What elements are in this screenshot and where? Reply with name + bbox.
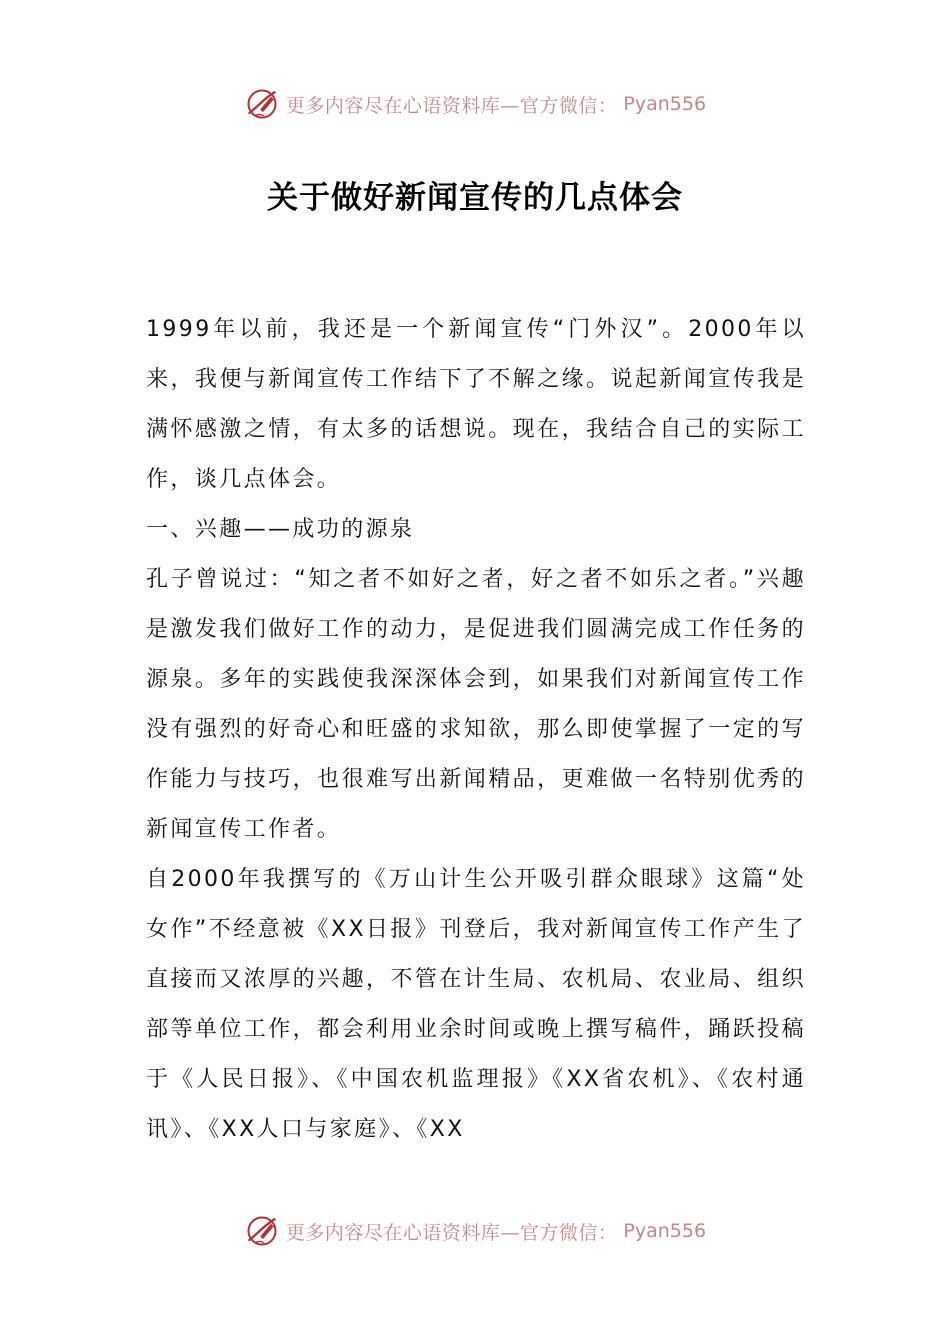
banner-text: 更多内容尽在心语资料库—官方微信：	[285, 1221, 618, 1244]
footer-banner	[0, 1211, 950, 1251]
section-heading-interest: 一、兴趣——成功的源泉	[146, 517, 415, 542]
wechat-id: Pyan556	[623, 1220, 707, 1242]
header-banner	[0, 84, 950, 124]
paragraph-since-2000: 自2000年我撰写的《万山计生公开吸引群众眼球》这篇“处女作”不经意被《XX日报》刊登后，我对新闻宣传工作产生了直接而又浓厚的兴趣，不管在计生局、农机局、农业局、组织部等单位工作，都会利用业余时间或晚上撰写稿件，踊跃投稿于《人民日报》、《中国农机监理报》《XX省农机》、《农村通讯》、《XX人口与家庭》、《XX	[146, 867, 806, 1142]
pen-logo-icon	[244, 1213, 280, 1249]
paragraph-intro: 1999年以前，我还是一个新闻宣传“门外汉”。2000年以来，我便与新闻宣传工作结下了不解之缘。说起新闻宣传我是满怀感激之情，有太多的话想说。现在，我结合自己的实际工作，谈几点体会。	[146, 317, 806, 492]
paragraph-confucius: 孔子曾说过：“知之者不如好之者，好之者不如乐之者。”兴趣是激发我们做好工作的动力，是促进我们圆满完成工作任务的源泉。多年的实践使我深深体会到，如果我们对新闻宣传工作没有强烈的好奇心和旺盛的求知欲，那么即使掌握了一定的写作能力与技巧，也很难写出新闻精品，更难做一名特别优秀的新闻宣传工作者。	[146, 567, 806, 842]
wechat-id: Pyan556	[623, 93, 707, 115]
document-title: 关于做好新闻宣传的几点体会	[267, 180, 683, 216]
document-body	[146, 305, 806, 1155]
pen-logo-icon	[244, 86, 280, 122]
banner-text: 更多内容尽在心语资料库—官方微信：	[285, 94, 618, 117]
